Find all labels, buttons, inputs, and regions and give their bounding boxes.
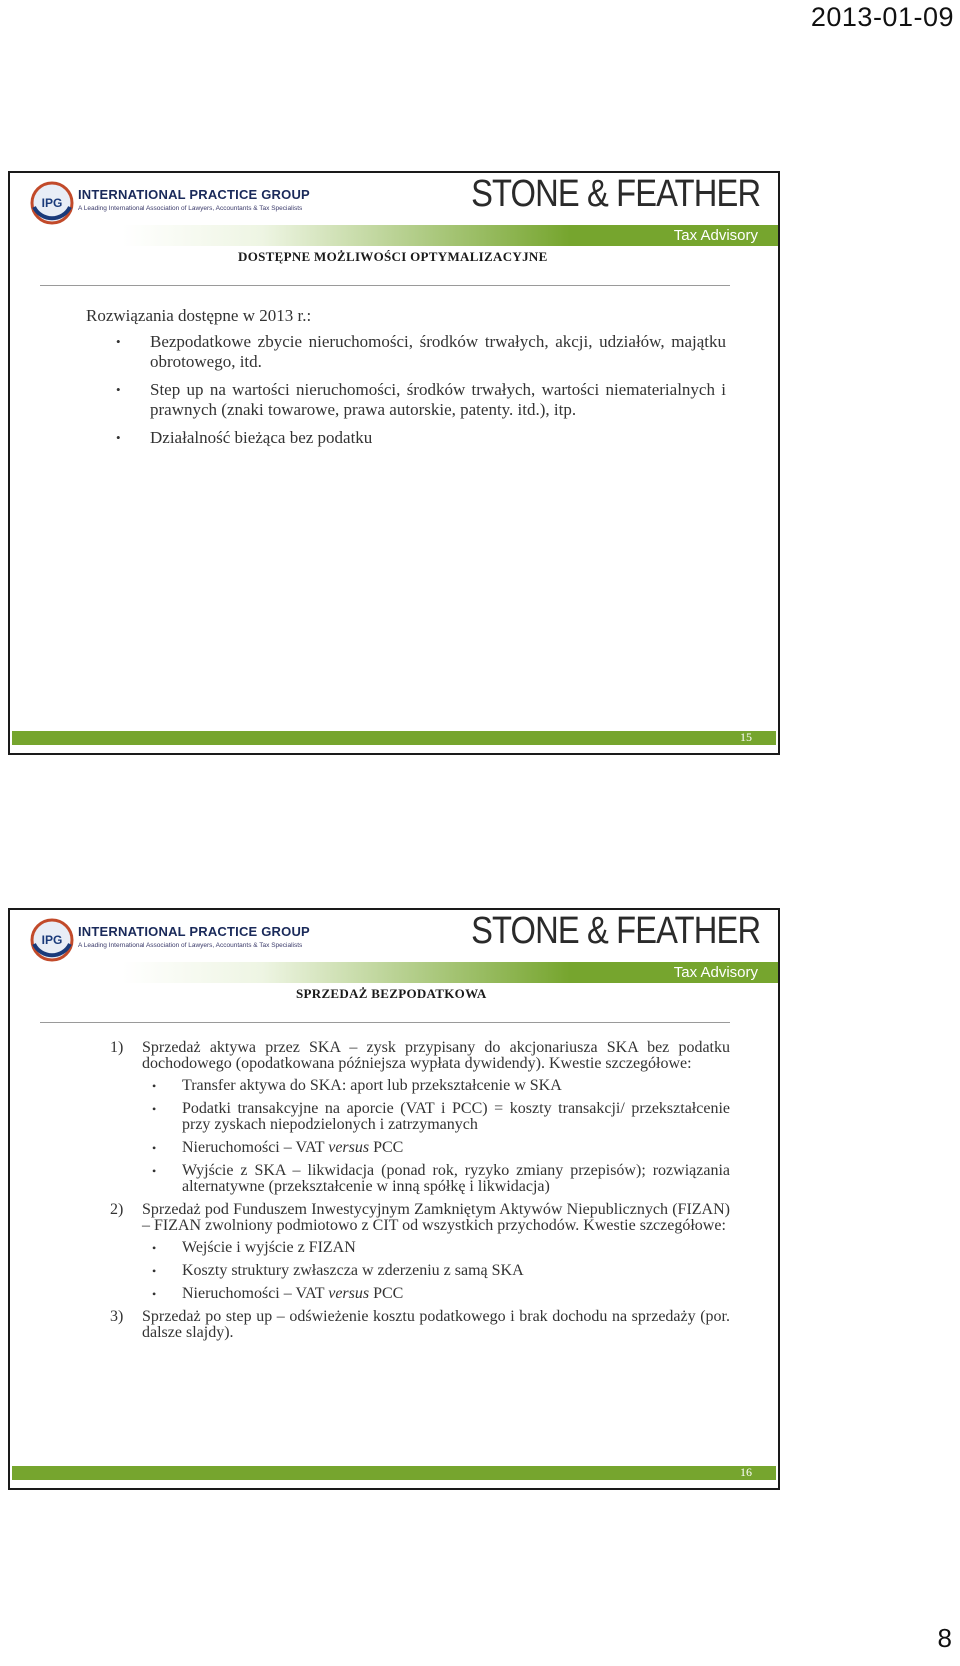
slide-number: 15 xyxy=(740,730,752,744)
numbered-item xyxy=(110,1040,730,1195)
header-bar xyxy=(10,225,778,246)
sub-item: • Wejście i wyjście z FIZAN xyxy=(142,1240,730,1256)
numbered-item xyxy=(110,1309,730,1341)
ipg-mark: IPG xyxy=(41,933,63,947)
bullet-item: • Bezpodatkowe zbycie nieruchomości, środków trwałych, akcji, udziałów, majątku obrotowego, itd. xyxy=(86,332,726,372)
title-divider xyxy=(40,285,730,286)
title-divider xyxy=(40,1022,730,1023)
footer-bar xyxy=(12,1466,776,1480)
sub-item-italic: versus xyxy=(328,1139,370,1156)
ipg-subtitle: A Leading International Association of Lawyers, Accountants & Tax Specialists xyxy=(78,205,303,212)
bullet-list xyxy=(86,332,726,448)
item-number: 1) xyxy=(110,1039,124,1056)
footer-bar xyxy=(12,731,776,745)
item-text: Sprzedaż po step up – odświeżenie kosztu podatkowego i brak dochodu na sprzedaży (por. dalsze slajdy). xyxy=(142,1308,730,1341)
page-number: 8 xyxy=(937,1623,952,1653)
ipg-title: INTERNATIONAL PRACTICE GROUP xyxy=(78,187,310,202)
sub-item-text: Nieruchomości – VAT xyxy=(182,1285,329,1302)
sub-item: • Wyjście z SKA – likwidacja (ponad rok, ryzyko zmiany przepisów); rozwiązania alternatywne (przekształcenie w inną spółkę i likwidacja) xyxy=(142,1163,730,1195)
slide-title: DOSTĘPNE MOŻLIWOŚCI OPTYMALIZACYJNE xyxy=(238,249,548,264)
ipg-globe-icon xyxy=(30,918,74,962)
stone-feather-logo: STONE & FEATHER xyxy=(470,910,760,952)
numbered-item xyxy=(110,1202,730,1302)
item-number: 2) xyxy=(110,1201,124,1218)
sub-item-text: Nieruchomości – VAT xyxy=(182,1139,329,1156)
sub-item: • Transfer aktywa do SKA: aport lub przekształcenie w SKA xyxy=(142,1078,730,1094)
sub-item-text: PCC xyxy=(369,1285,404,1302)
header-bar-fade xyxy=(10,962,570,983)
bullet-item: • Step up na wartości nieruchomości, środków trwałych, wartości niematerialnych i prawnych (znaki towarowe, prawa autorskie, patenty. itd.), itp. xyxy=(86,380,726,420)
item-text: Sprzedaż pod Funduszem Inwestycyjnym Zamkniętym Aktywów Niepublicznych (FIZAN) – FIZAN zwolniony podmiotowo z CIT od wszystkich przychodów. Kwestie szczegółowe: xyxy=(142,1201,730,1234)
tax-advisory-label: Tax Advisory xyxy=(673,227,758,244)
ipg-subtitle: A Leading International Association of Lawyers, Accountants & Tax Specialists xyxy=(78,942,303,949)
sub-item-text: PCC xyxy=(369,1139,404,1156)
ipg-mark: IPG xyxy=(41,196,63,210)
item-text: Sprzedaż aktywa przez SKA – zysk przypisany do akcjonariusza SKA bez podatku dochodowego (opodatkowana późniejsza wypłata dywidendy). Kwestie szczegółowe: xyxy=(142,1039,730,1072)
slide-16 xyxy=(8,908,780,1490)
stone-feather-logo: STONE & FEATHER xyxy=(470,173,760,215)
intro-text: Rozwiązania dostępne w 2013 r.: xyxy=(86,306,312,325)
page-date: 2013-01-09 xyxy=(810,2,954,32)
bullet-item: • Działalność bieżąca bez podatku xyxy=(86,428,726,448)
sub-list xyxy=(142,1240,730,1302)
slide-content xyxy=(110,1040,730,1346)
slide-15 xyxy=(8,171,780,755)
slide-title: SPRZEDAŻ BEZPODATKOWA xyxy=(296,986,487,1001)
ipg-globe-icon xyxy=(30,181,74,225)
sub-item xyxy=(142,1140,730,1156)
header-bar xyxy=(10,962,778,983)
sub-item: • Podatki transakcyjne na aporcie (VAT i PCC) = koszty transakcji/ przekształcenie przy zyskach niepodzielonych i zatrzymanych xyxy=(142,1101,730,1133)
sub-item: • Koszty struktury zwłaszcza w zderzeniu z samą SKA xyxy=(142,1263,730,1279)
item-number: 3) xyxy=(110,1308,124,1325)
tax-advisory-label: Tax Advisory xyxy=(673,964,758,981)
header-bar-fade xyxy=(10,225,570,246)
ipg-logo xyxy=(30,916,310,966)
ipg-title: INTERNATIONAL PRACTICE GROUP xyxy=(78,924,310,939)
slide-number: 16 xyxy=(740,1465,752,1479)
sub-item xyxy=(142,1286,730,1302)
slide-content xyxy=(86,306,726,456)
ipg-logo xyxy=(30,179,310,229)
sub-item-italic: versus xyxy=(328,1285,370,1302)
sub-list xyxy=(142,1078,730,1195)
